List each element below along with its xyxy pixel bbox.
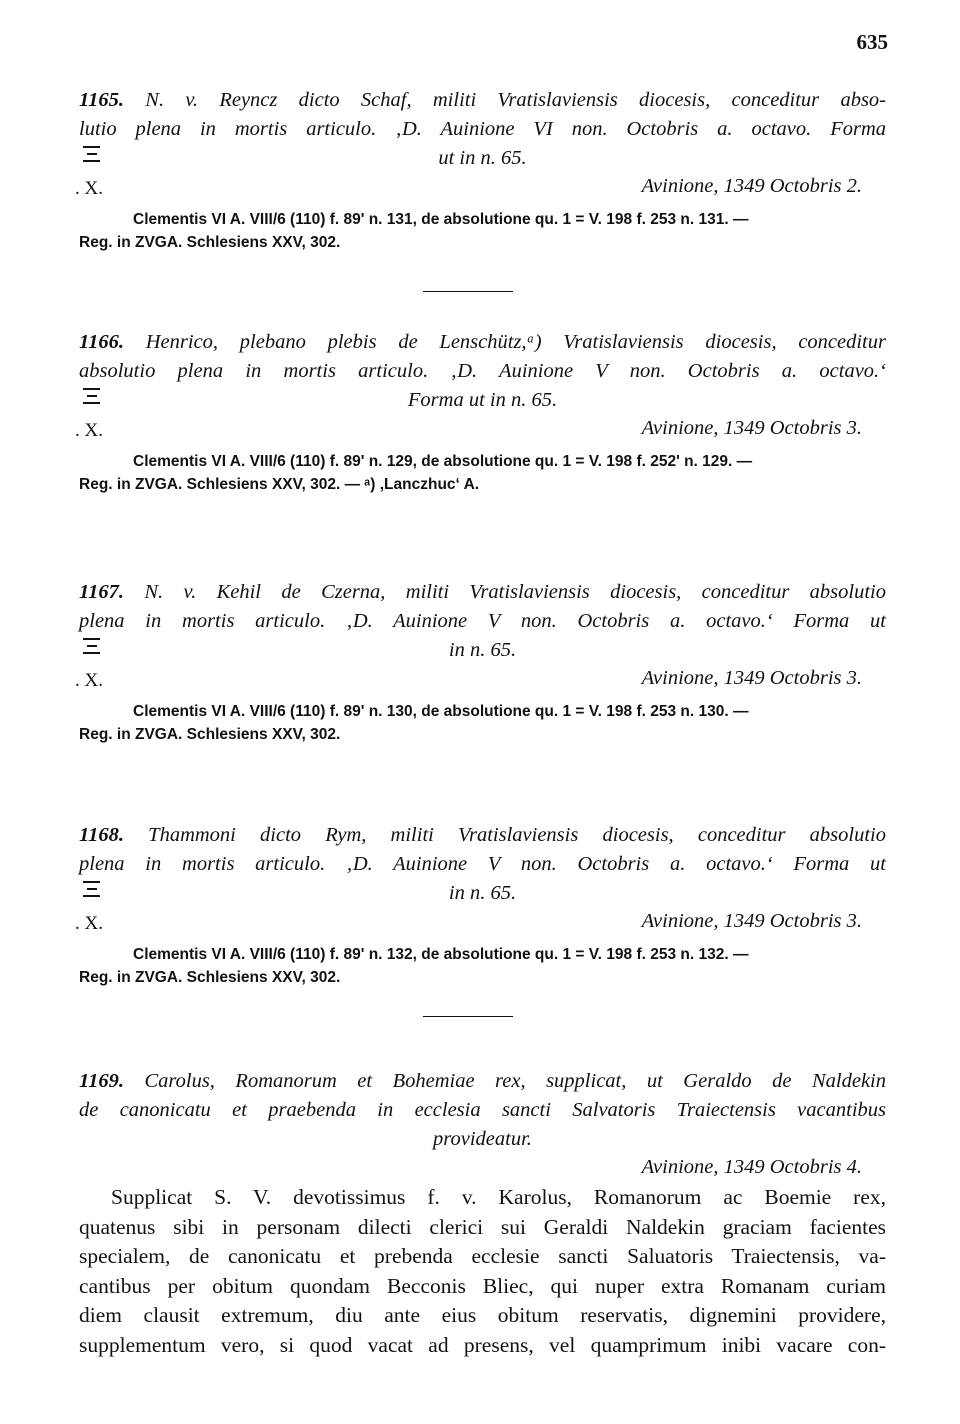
lead-line: plena in mortis articulo. ‚D. Auinione V non. Octobris a. octavo.‘ Forma ut: [79, 610, 886, 632]
entry-subline: [79, 1125, 886, 1183]
supplication-text: [79, 1183, 886, 1360]
form-reference: Forma ut in n. 65.: [407, 389, 558, 411]
lead-line: de canonicatu et praebenda in ecclesia sancti Salvatoris Traiectensis vacantibus: [79, 1099, 886, 1121]
form-reference: in n. 65.: [448, 639, 517, 661]
roman-numeral-mark: . X.: [79, 146, 119, 167]
entry-subline: [75, 636, 886, 694]
entry-1166: [75, 328, 886, 496]
separator-rule: [423, 1016, 513, 1017]
entry-subline: [75, 879, 886, 937]
entry-lead: [79, 86, 886, 144]
roman-numeral-mark: . X.: [79, 638, 119, 659]
entry-notes: Clementis VI A. VIII/6 (110) f. 89' n. 132, de absolutione qu. 1 = V. 198 f. 253 n. 132. — Reg. in ZVGA. Schlesiens XXV, 302.: [79, 946, 749, 986]
text-line: Supplicat S. V. devotissimus f. v. Karolus, Romanorum ac Boemie rex,: [111, 1185, 886, 1209]
entry-number: 1166.: [79, 331, 124, 353]
entry-lead: [79, 578, 886, 636]
entry-number: 1168.: [79, 824, 124, 846]
entry-notes: Clementis VI A. VIII/6 (110) f. 89' n. 130, de absolutione qu. 1 = V. 198 f. 253 n. 130. — Reg. in ZVGA. Schlesiens XXV, 302.: [79, 703, 749, 743]
lead-line: N. v. Reyncz dicto Schaf, militi Vratislaviensis diocesis, conceditur abso-: [124, 89, 886, 111]
entry-1168: [75, 821, 886, 989]
lead-line: Thammoni dicto Rym, militi Vratislaviensis diocesis, conceditur absolutio: [124, 824, 886, 846]
lead-line: plena in mortis articulo. ‚D. Auinione V non. Octobris a. octavo.‘ Forma ut: [79, 853, 886, 875]
entry-subline: [75, 144, 886, 202]
form-reference: in n. 65.: [448, 882, 517, 904]
text-line: diem clausit extremum, diu ante eius obitum reservatis, dignemini providere,: [79, 1303, 886, 1327]
entry-date: Avinione, 1349 Octobris 2.: [641, 175, 862, 197]
roman-numeral-mark: . X.: [79, 388, 119, 409]
entry-notes: Clementis VI A. VIII/6 (110) f. 89' n. 129, de absolutione qu. 1 = V. 198 f. 252' n. 129. — Reg. in ZVGA. Schlesiens XXV, 302. — ᵃ) ‚Lanczhuc‘ A.: [79, 453, 753, 493]
lead-line: lutio plena in mortis articulo. ‚D. Auinione VI non. Octobris a. octavo. Forma: [79, 118, 886, 140]
entry-date: Avinione, 1349 Octobris 3.: [641, 910, 862, 932]
text-line: quatenus sibi in personam dilecti clerici sui Geraldi Naldekin graciam facientes: [79, 1214, 886, 1239]
roman-numeral-mark: . X.: [79, 881, 119, 902]
text-line: supplementum vero, si quod vacat ad presens, vel quamprimum inibi vacare con-: [79, 1332, 886, 1357]
entry-subtitle: provideatur.: [433, 1128, 532, 1150]
lead-line: Carolus, Romanorum et Bohemiae rex, supplicat, ut Geraldo de Naldekin: [124, 1070, 886, 1092]
entry-lead: [79, 1067, 886, 1125]
entry-1167: [75, 578, 886, 746]
entry-number: 1167.: [79, 581, 124, 603]
form-reference: ut in n. 65.: [438, 147, 527, 169]
lead-line: absolutio plena in mortis articulo. ‚D. Auinione V non. Octobris a. octavo.‘: [79, 360, 886, 382]
text-line: specialem, de canonicatu et prebenda ecclesie sancti Saluatoris Traiectensis, va-: [79, 1244, 886, 1268]
entry-lead: [79, 328, 886, 386]
page-number: 635: [856, 30, 888, 54]
lead-line: Henrico, plebano plebis de Lenschütz,ᵃ) Vratislaviensis diocesis, conceditur: [124, 331, 886, 353]
entry-notes: Clementis VI A. VIII/6 (110) f. 89' n. 131, de absolutione qu. 1 = V. 198 f. 253 n. 131. — Reg. in ZVGA. Schlesiens XXV, 302.: [79, 211, 749, 251]
entry-number: 1169.: [79, 1070, 124, 1092]
entry-1165: [75, 86, 886, 254]
text-line: cantibus per obitum quondam Becconis Bliec, qui nuper extra Romanam curiam: [79, 1273, 886, 1298]
entry-1169: [79, 1067, 886, 1183]
entry-subline: [75, 386, 886, 444]
entry-number: 1165.: [79, 89, 124, 111]
entry-lead: [79, 821, 886, 879]
entry-date: Avinione, 1349 Octobris 3.: [641, 417, 862, 439]
separator-rule: [423, 291, 513, 292]
entry-date: Avinione, 1349 Octobris 3.: [641, 667, 862, 689]
entry-date: Avinione, 1349 Octobris 4.: [641, 1156, 862, 1178]
lead-line: N. v. Kehil de Czerna, militi Vratislaviensis diocesis, conceditur absolutio: [124, 581, 886, 603]
